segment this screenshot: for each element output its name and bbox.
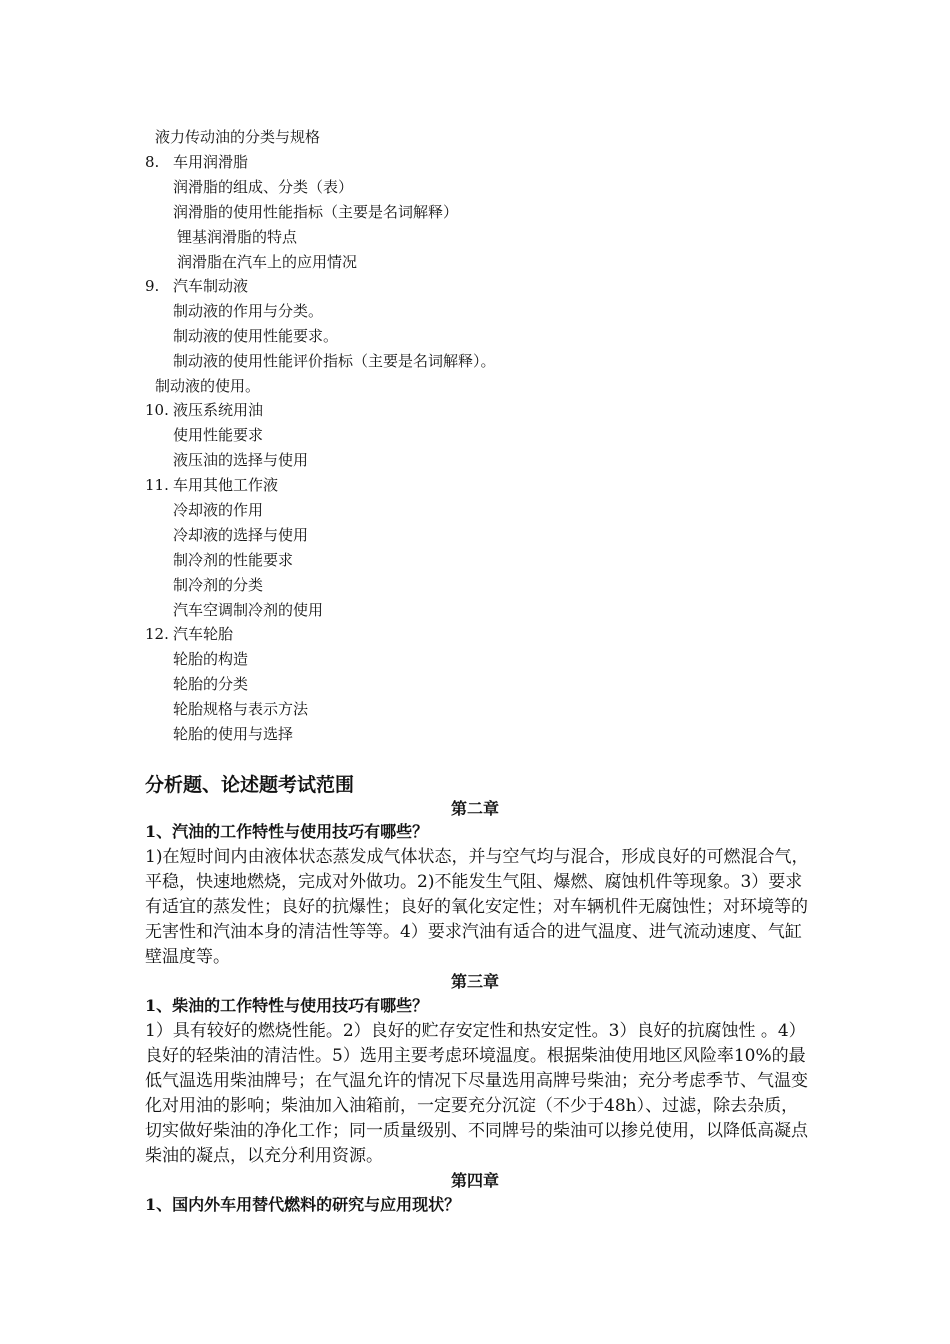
section-8-title: 车用润滑脂 [173, 153, 249, 171]
section-9-item: 制动液的作用与分类。 [173, 302, 324, 320]
section-9-title: 汽车制动液 [173, 277, 249, 295]
section-8-item: 润滑脂在汽车上的应用情况 [177, 253, 358, 271]
section-10-item: 使用性能要求 [173, 426, 264, 444]
section-11-number: 11. [145, 476, 169, 494]
chapter-2-answer: 1)在短时间内由液体状态蒸发成气体状态，并与空气均与混合，形成良好的可燃混合气，平稳，快速地燃烧，完成对外做功。2)不能发生气阻、爆燃、腐蚀机件等现象。3）要求有适宜的蒸发性；良好的抗爆性；良好的氧化安定性；对车辆机件无腐蚀性；对环境等的无害性和汽油本身的清洁性等等。4）要求汽油有适合的进气温度、进气流动速度、气缸壁温度等。 [145, 847, 809, 967]
section-8-item: 锂基润滑脂的特点 [177, 228, 298, 246]
section-10-number: 10. [145, 401, 169, 419]
chapter-3-title: 第三章 [450, 972, 499, 991]
outline-line-hydraulic-oil: 液力传动油的分类与规格 [155, 128, 321, 146]
chapter-2-question: 1、汽油的工作特性与使用技巧有哪些？ [145, 822, 429, 841]
chapter-4-title: 第四章 [450, 1171, 499, 1190]
section-9-item: 制动液的使用性能评价指标（主要是名词解释）。 [173, 352, 496, 370]
section-11-item: 冷却液的选择与使用 [173, 526, 309, 544]
section-11-item: 制冷剂的性能要求 [173, 551, 294, 569]
section-8-number: 8. [145, 153, 160, 171]
section-12-number: 12. [145, 625, 169, 643]
section-8-item: 润滑脂的组成、分类（表） [173, 178, 354, 196]
section-11-item: 冷却液的作用 [173, 501, 264, 519]
section-12-item: 轮胎的使用与选择 [173, 725, 294, 743]
section-9-extra: 制动液的使用。 [155, 377, 261, 395]
section-11-title: 车用其他工作液 [173, 476, 279, 494]
section-12-item: 轮胎的构造 [173, 650, 249, 668]
section-12-item: 轮胎的分类 [173, 675, 249, 693]
chapter-2-title: 第二章 [450, 799, 499, 818]
section-12-item: 轮胎规格与表示方法 [173, 700, 309, 718]
section-9-item: 制动液的使用性能要求。 [173, 327, 339, 345]
section-8-item: 润滑脂的使用性能指标（主要是名词解释） [173, 203, 459, 221]
chapter-4-question: 1、国内外车用替代燃料的研究与应用现状？ [145, 1195, 461, 1214]
section-12-title: 汽车轮胎 [173, 625, 234, 643]
chapter-3-answer: 1）具有较好的燃烧性能。2）良好的贮存安定性和热安定性。3）良好的抗腐蚀性 。4）良好的轻柴油的清洁性。5）选用主要考虑环境温度。根据柴油使用地区风险率10%的最低气温选用柴油牌号；在气温允许的情况下尽量选用高牌号柴油；充分考虑季节、气温变化对用油的影响；柴油加入油箱前，一定要充分沉淀（不少于48h）、过滤，除去杂质，切实做好柴油的净化工作；同一质量级别、不同牌号的柴油可以掺兑使用，以降低高凝点柴油的凝点，以充分利用资源。 [145, 1021, 808, 1166]
section-11-item: 汽车空调制冷剂的使用 [173, 601, 324, 619]
section-10-title: 液压系统用油 [173, 401, 264, 419]
section-9-number: 9. [145, 277, 160, 295]
section-11-item: 制冷剂的分类 [173, 576, 264, 594]
section-10-item: 液压油的选择与使用 [173, 451, 309, 469]
section-heading: 分析题、论述题考试范围 [145, 774, 355, 796]
chapter-3-question: 1、柴油的工作特性与使用技巧有哪些？ [145, 996, 429, 1015]
